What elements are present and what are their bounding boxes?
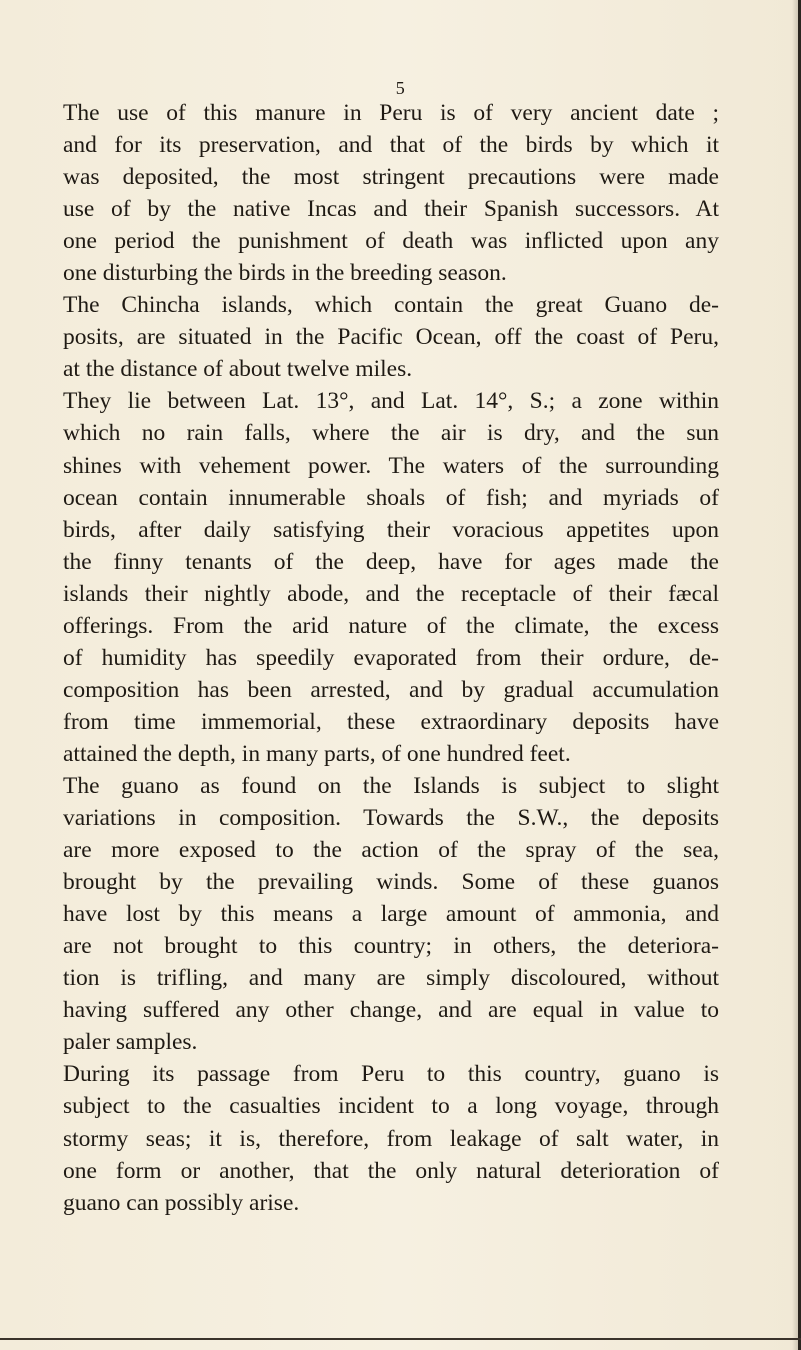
text-line: one form or another, that the only natural deterioration of [63, 1157, 719, 1184]
text-line: islands their nightly abode, and the receptacle of their fæcal [63, 580, 719, 607]
text-line: and for its preservation, and that of the birds by which it [63, 132, 719, 159]
text-line: ocean contain innumerable shoals of fish; and myriads of [63, 484, 719, 511]
text-line: brought by the prevailing winds. Some of these guanos [63, 869, 719, 896]
text-line: are more exposed to the action of the spray of the sea, [63, 837, 719, 864]
text-line: the finny tenants of the deep, have for ages made the [63, 548, 719, 575]
text-line: They lie between Lat. 13°, and Lat. 14°, S.; a zone within [63, 388, 719, 415]
text-line: one period the punishment of death was inflicted upon any [63, 228, 719, 255]
bottom-rule [0, 1338, 801, 1340]
text-line: of humidity has speedily evaporated from their ordure, de- [63, 644, 719, 671]
text-line: which no rain falls, where the air is dry, and the sun [63, 420, 719, 447]
text-line: having suffered any other change, and are equal in value to [63, 997, 719, 1024]
text-line: variations in composition. Towards the S.W., the deposits [63, 805, 719, 832]
text-line: During its passage from Peru to this country, guano is [63, 1061, 719, 1088]
text-line: subject to the casualties incident to a long voyage, through [63, 1093, 719, 1120]
text-line: was deposited, the most stringent precautions were made [63, 164, 719, 191]
text-line: one disturbing the birds in the breeding season. [63, 260, 507, 287]
text-line: posits, are situated in the Pacific Ocean, off the coast of Peru, [63, 324, 719, 351]
text-line: from time immemorial, these extraordinary deposits have [63, 708, 719, 735]
text-line: The Chincha islands, which contain the great Guano de- [63, 292, 719, 319]
text-line: have lost by this means a large amount of ammonia, and [63, 901, 719, 928]
text-line: The use of this manure in Peru is of very ancient date ; [63, 100, 719, 126]
text-line: guano can possibly arise. [63, 1189, 300, 1216]
text-line: use of by the native Incas and their Spanish successors. At [63, 196, 719, 223]
text-line: paler samples. [63, 1029, 198, 1056]
text-line: tion is trifling, and many are simply discoloured, without [63, 965, 719, 992]
text-line: attained the depth, in many parts, of one hundred feet. [63, 740, 571, 767]
text-line: composition has been arrested, and by gradual accumulation [63, 676, 719, 703]
body-text [63, 97, 719, 1219]
page-number: 5 [395, 78, 406, 98]
text-line: shines with vehement power. The waters of the surrounding [63, 452, 719, 479]
text-line: are not brought to this country; in others, the deteriora- [63, 933, 719, 960]
text-line: at the distance of about twelve miles. [63, 356, 413, 383]
text-line: birds, after daily satisfying their voracious appetites upon [63, 516, 719, 543]
text-line: offerings. From the arid nature of the climate, the excess [63, 612, 719, 639]
text-line: stormy seas; it is, therefore, from leakage of salt water, in [63, 1125, 719, 1152]
text-line: The guano as found on the Islands is subject to slight [63, 772, 719, 799]
